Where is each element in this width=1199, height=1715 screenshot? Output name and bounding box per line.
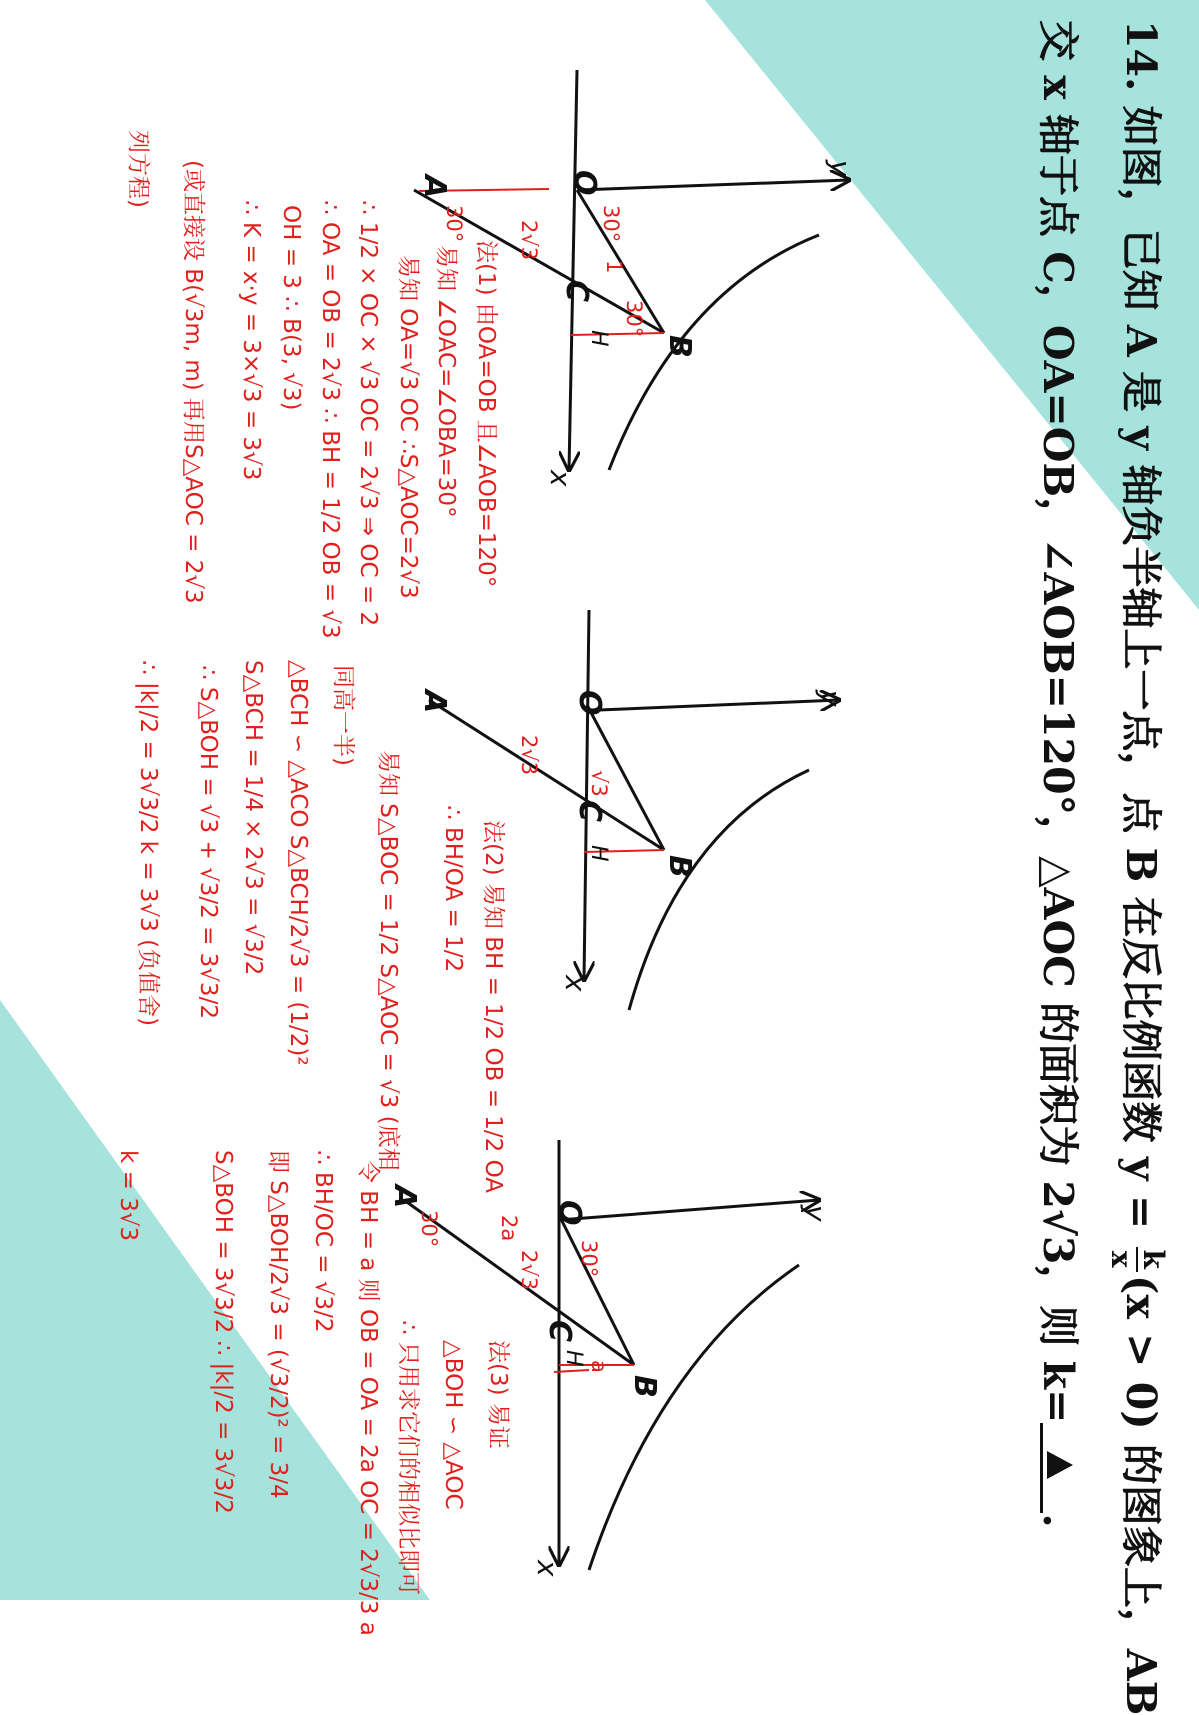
figure-3 [404,1140,819,1570]
method1-line: ∴ 1/2 × OC × √3 OC = 2√3 ⇒ OC = 2 [355,200,381,627]
method2-line: S△BCH = 1/4 × 2√3 = √3/2 [240,660,266,976]
fig1-label-y: y [824,160,857,177]
fig3-label-b: B [627,1375,662,1398]
fraction-denominator: x [1105,1250,1139,1268]
fig1-label-a: A [417,175,452,199]
fig3-hyperbola [589,1265,799,1570]
method3-line: ∴ BH/OC = √3/2 [310,1150,336,1333]
method1-line: OH = 3 ∴ B(3, √3) [278,205,304,411]
fig2-label-y: y [814,690,847,707]
fig1-bh-segment [571,333,664,335]
fig3-seg-ao: 2a [497,1215,521,1242]
fig2-y-axis [599,700,839,710]
fig2-label-c: C [572,800,607,823]
fig1-label-b: B [662,335,697,358]
method1-line: ∴ OA = OB = 2√3 ∴ BH = 1/2 OB = √3 [317,200,343,639]
fraction-numerator: k [1137,1247,1168,1272]
fig3-label-o: O [552,1200,587,1226]
method2-line: ∴ S△BOH = √3 + √3/2 = 3√3/2 [195,665,221,1019]
fig3-label-y: y [799,1205,832,1222]
method2-line: △BCH ∽ △ACO S△BCH/2√3 = (1/2)² [285,660,311,1066]
method1-line: 法(1) 由OA=OB 且∠AOB=120° [473,240,499,588]
fig1-angle-a: 30° [442,205,466,243]
fig2-hyperbola [629,770,809,1010]
method3-line: S△BOH = 3√3/2 ∴ |k|/2 = 3√3/2 [210,1150,236,1514]
method2-line: 易知 S△BOC = 1/2 S△AOC = √3 (底相 [375,750,401,1171]
method2-line: ∴ |k|/2 = 3√3/2 k = 3√3 (负值舍) [135,660,161,1027]
problem-text-line-2: 交 x 轴于点 C，OA=OB，∠AOB=120°，△AOC 的面积为 2√3，则 k= [1034,20,1082,1424]
fig2-label-a: A [417,690,452,714]
fig1-x-axis [569,70,577,470]
method3-line: △BOH ∽ △AOC [440,1340,466,1510]
method3-line: ∴ 只用求它们的相似比即可 [395,1320,421,1595]
fig1-hyperbola [609,235,819,470]
fig2-label-h: H [586,845,611,862]
fig1-seg-label: 2√3 [517,220,541,261]
fig3-seg-bh: a [587,1360,611,1373]
fig1-label-h: H [586,330,611,347]
fig1-label-o: O [567,170,602,196]
method3-line: 即 S△BOH/2√3 = (√3/2)² = 3/4 [265,1150,291,1499]
method2-line: ∴ BH/OA = 1/2 [440,805,466,973]
method2-line: 同高一半) [330,665,356,766]
method2-line: 法(2) 易知 BH = 1/2 OB = 1/2 OA [480,820,506,1194]
method3-line: k = 3√3 [115,1150,141,1242]
fig1-y-axis [579,180,849,190]
fig2-seg-ob: √3 [587,770,611,797]
method1-line: 易知 ∠OAC=∠OBA=30° [433,245,459,518]
fig3-label-a: A [387,1185,422,1209]
fig2-label-x: x [559,975,592,992]
fig1-label-c: C [559,280,594,303]
method1-line: ∴ K = x·y = 3×√3 = 3√3 [238,200,264,481]
fig3-label-h: H [561,1350,586,1367]
fig1-seg-one: 1 [602,260,626,274]
method1-line: (或直接设 B(√3m, m) 再用S△AOC = 2√3 [180,160,206,604]
problem-text-line-1-tail: (x > 0) 的图象上，AB [1117,1274,1165,1715]
fig2-label-b: B [662,855,697,878]
fig3-line-ob [559,1215,634,1365]
fig3-y-axis [559,1200,819,1220]
fig3-angle-o: 30° [577,1240,601,1278]
method3-line: 令 BH = a 则 OB = OA = 2a OC = 2√3/3 a [355,1160,381,1636]
method3-line: 法(3) 易证 [485,1340,511,1449]
fig1-label-x: x [544,470,577,487]
fig3-seg-oc: 2√3 [517,1250,541,1291]
fig3-angle-a: 30° [417,1210,441,1248]
fig3-label-x: x [531,1560,564,1577]
problem-text-line-1: 14. 如图，已知 A 是 y 轴负半轴上一点，点 B 在反比例函数 y = [1117,20,1165,1244]
fig2-label-o: O [572,690,607,716]
problem-end-period: . [1034,1513,1082,1528]
method1-line: 易知 OA=√3 OC ∴S△AOC=2√3 [395,255,421,599]
fig1-angle-o: 30° [599,205,623,243]
fig1-angle-b: 30° [622,300,646,338]
fig2-seg-oc: 2√3 [517,735,541,776]
fig3-label-c: C [542,1320,577,1343]
method1-line: 列方程) [125,130,151,208]
